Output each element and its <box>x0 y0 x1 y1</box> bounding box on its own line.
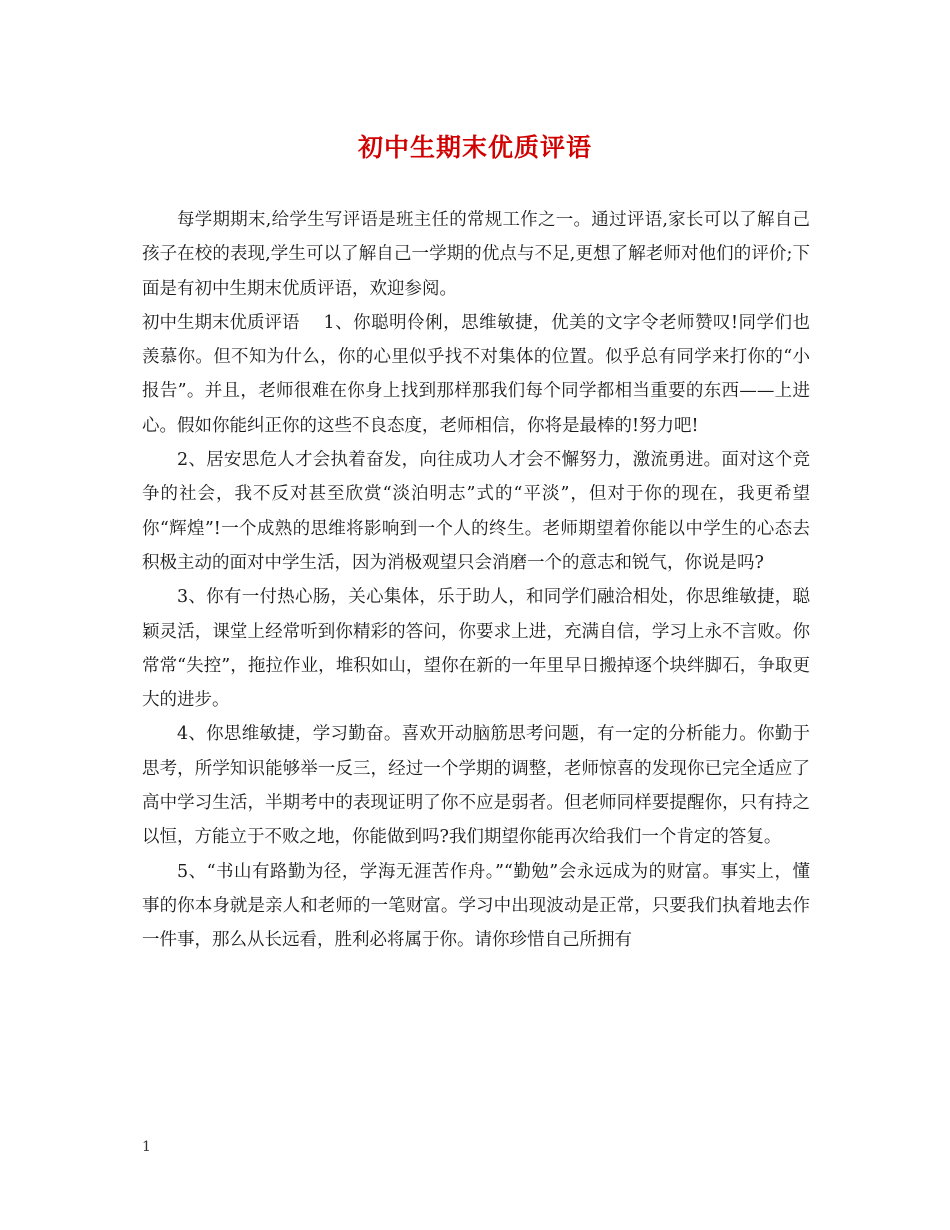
page-title: 初中生期末优质评语 <box>357 133 592 162</box>
paragraph-5: 5、“书山有路勤为径，学海无涯苦作舟。”“勤勉”会永远成为的财富。事实上，懂事的你本身就是亲人和老师的一笔财富。学习中出现波动是正常，只要我们执着地去作一件事，那么从长远看，胜利必将属于你。请你珍惜自己所拥有 <box>142 861 810 951</box>
intro-paragraph: 每学期期末,给学生写评语是班主任的常规工作之一。通过评语,家长可以了解自己孩子在校的表现,学生可以了解自己一学期的优点与不足,更想了解老师对他们的评价;下面是有初中生期末优质评语，欢迎参阅。 <box>142 210 810 299</box>
paragraph-1-text: 1、你聪明伶俐，思维敏捷，优美的文字令老师赞叹!同学们也羡慕你。但不知为什么，你的心里似乎找不对集体的位置。似乎总有同学来打你的“小报告”。并且，老师很难在你身上找到那样那我们每个同学都相当重要的东西——上进心。假如你能纠正你的这些不良态度，老师相信，你将是最棒的!努力吧! <box>142 312 810 436</box>
page-number: 1 <box>142 1139 151 1155</box>
document-body <box>142 203 810 958</box>
paragraph-4: 4、你思维敏捷，学习勤奋。喜欢开动脑筋思考问题，有一定的分析能力。你勤于思考，所学知识能够举一反三，经过一个学期的调整，老师惊喜的发现你已完全适应了高中学习生活，半期考中的表现证明了你不应是弱者。但老师同样要提醒你，只有持之以恒，方能立于不败之地，你能做到吗?我们期望你能再次给我们一个肯定的答复。 <box>142 724 810 848</box>
paragraph-2: 2、居安思危人才会执着奋发，向往成功人才会不懈努力，激流勇进。面对这个竞争的社会，我不反对甚至欣赏“淡泊明志”式的“平淡”，但对于你的现在，我更希望你“辉煌”!一个成熟的思维将影响到一个人的终生。老师期望着你能以中学生的心态去积极主动的面对中学生活，因为消极观望只会消磨一个的意志和锐气，你说是吗? <box>142 450 810 573</box>
paragraph-1 <box>142 306 810 443</box>
paragraph-3: 3、你有一付热心肠，关心集体，乐于助人，和同学们融洽相处，你思维敏捷，聪颖灵活，课堂上经常听到你精彩的答问，你要求上进，充满自信，学习上永不言败。你常常“失控”，拖拉作业，堆积如山，望你在新的一年里早日搬掉逐个块绊脚石，争取更大的进步。 <box>142 587 810 711</box>
section-label: 初中生期末优质评语 <box>142 312 300 333</box>
